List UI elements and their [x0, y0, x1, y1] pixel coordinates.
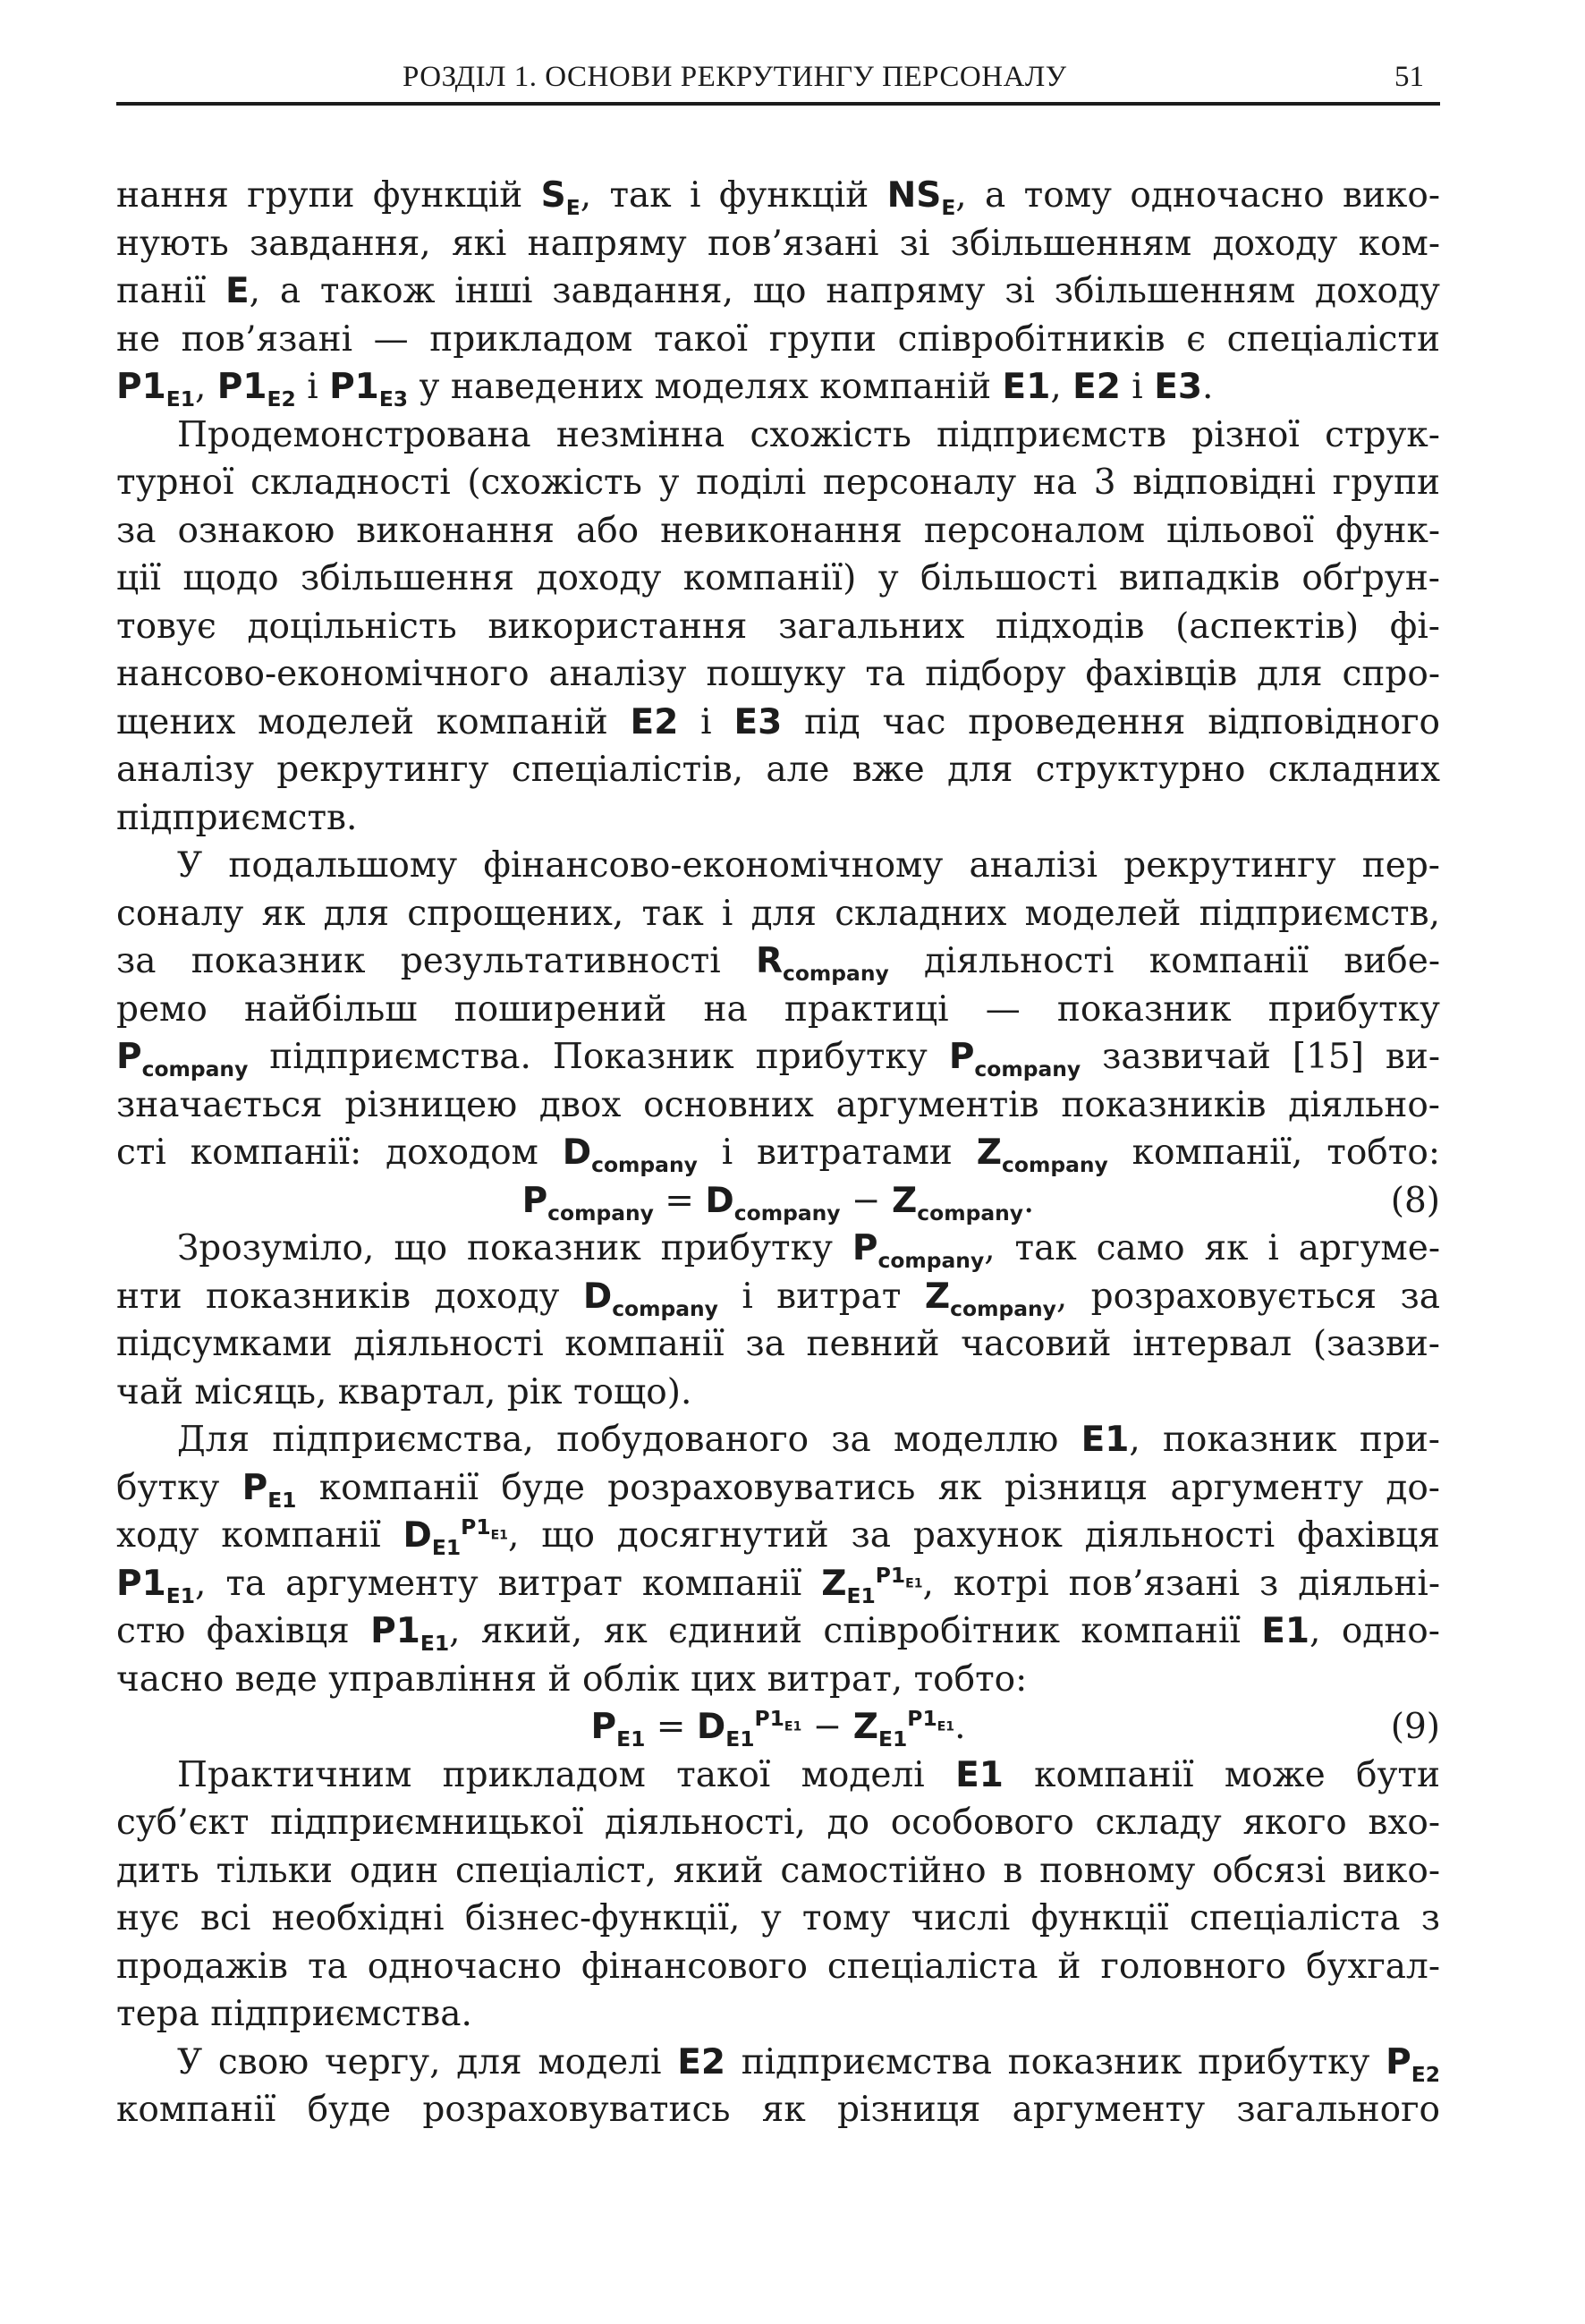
text-line: дить тільки один спеціаліст, який самостійно в повному обсязі вико- — [116, 1850, 1440, 1891]
page-number: 51 — [1394, 61, 1424, 93]
running-header — [116, 50, 1440, 106]
text-line: Практичним прикладом такої моделі E1 компанії може бути — [177, 1754, 1440, 1795]
text-line: товує доцільність використання загальних підходів (аспектів) фі- — [116, 606, 1440, 647]
text-line: ції щодо збільшення доходу компанії) у більшості випадків обґрун- — [116, 558, 1440, 598]
text-line: Зрозуміло, що показник прибутку $P_{company}$, так само як і аргуме- — [177, 1228, 1440, 1273]
text-line: компанії буде розраховуватись як різниця аргументу загального — [116, 2090, 1440, 2130]
formula-9 — [116, 1703, 1440, 1751]
text-line: часно веде управління й облік цих витрат, тобто: — [116, 1658, 1028, 1700]
text-line: значається різницею двох основних аргументів показників діяльно- — [116, 1084, 1440, 1125]
text-line: щених моделей компаній E2 і E3 під час проведення відповідного — [116, 701, 1440, 742]
text-line: чай місяць, квартал, рік тощо). — [116, 1371, 692, 1412]
text-line: ходу компанії $D_{E1}^{P1_{E1}}$, що досягнутий за рахунок діяльності фахівця — [116, 1514, 1440, 1560]
text-line: підсумками діяльності компанії за певний часовий інтервал (зазви- — [116, 1324, 1440, 1364]
text-line: Для підприємства, побудованого за моделлю E1, показник при- — [177, 1420, 1440, 1460]
text-line: панії E, а також інші завдання, що напряму зі збільшенням доходу — [116, 271, 1440, 311]
text-line: тера підприємства. — [116, 1994, 472, 2034]
text-line: за показник результативності $R_{company}$ діяльності компанії вибе- — [116, 941, 1440, 986]
text-line: продажів та одночасно фінансового спеціаліста й головного бухгал- — [116, 1946, 1440, 1987]
text-line: стю фахівця $P1_{E1}$, який, як єдиний співробітник компанії E1, одно- — [116, 1611, 1440, 1656]
equation-number: (8) — [1390, 1180, 1440, 1221]
text-line: сті компанії: доходом $D_{company}$ і витратами $Z_{company}$ компанії, тобто: — [116, 1132, 1440, 1177]
text-line: нує всі необхідні бізнес-функції, у тому числі функції спеціаліста з — [116, 1898, 1440, 1938]
text-line: бутку $P_{E1}$ компанії буде розраховуватись як різниця аргументу до- — [116, 1467, 1440, 1512]
text-line: $P_{company}$ підприємства. Показник прибутку $P_{company}$ зазвичай [15] ви- — [116, 1037, 1440, 1081]
text-line: не пов’язані — прикладом такої групи співробітників є спеціалісти — [116, 318, 1440, 360]
equation-number: (9) — [1390, 1707, 1440, 1747]
text-line: аналізу рекрутингу спеціалістів, але вже для структурно складних — [116, 750, 1440, 790]
text-line: Продемонстрована незмінна схожість підприємств різної струк- — [177, 414, 1440, 455]
text-line: нання групи функцій $S_E$, так і функцій $NS_E$, а тому одночасно вико- — [116, 175, 1440, 220]
body-text — [116, 172, 1440, 2134]
text-line: за ознакою виконання або невиконання персоналом цільової функ- — [116, 510, 1440, 551]
text-line: турної складності (схожість у поділі персоналу на 3 відповідні групи — [116, 462, 1440, 503]
text-line: суб’єкт підприємницької діяльності, до особового складу якого вхо- — [116, 1802, 1440, 1843]
text-line: нти показників доходу $D_{company}$ і витрат $Z_{company}$, розраховується за — [116, 1276, 1440, 1320]
text-line: $P1_{E1}$, $P1_{E2}$ і $P1_{E3}$ у наведених моделях компаній E1, E2 і E3. — [116, 367, 1214, 411]
text-line: нансово-економічного аналізу пошуку та підбору фахівців для спро- — [116, 654, 1440, 694]
text-line: У подальшому фінансово-економічному аналізі рекрутингу пер- — [177, 845, 1440, 886]
formula-8 — [116, 1177, 1440, 1226]
text-line: У свою чергу, для моделі E2 підприємства показник прибутку $P_{E2}$ — [177, 2041, 1440, 2086]
text-line: $P1_{E1}$, та аргументу витрат компанії $Z_{E1}^{P1_{E1}}$, котрі пов’язані з діяльні- — [116, 1562, 1440, 1607]
text-line: ремо найбільш поширений на практиці — показник прибутку — [116, 988, 1440, 1030]
text-line: нують завдання, які напряму пов’язані зі збільшенням доходу ком- — [116, 223, 1440, 264]
text-line: підприємств. — [116, 797, 358, 838]
text-run: нання групи функцій — [116, 175, 541, 216]
formula-body: $P_{company} = D_{company} - Z_{company}$. — [521, 1180, 1035, 1226]
chapter-title: РОЗДІЛ 1. ОСНОВИ РЕКРУТИНГУ ПЕРСОНАЛУ — [403, 61, 1067, 93]
formula-body: $P_{E1} = D_{E1}^{P1_{E1}} - Z_{E1}^{P1_{E1}}$. — [590, 1706, 966, 1751]
text-line: соналу як для спрощених, так і для складних моделей підприємств, — [116, 893, 1440, 934]
